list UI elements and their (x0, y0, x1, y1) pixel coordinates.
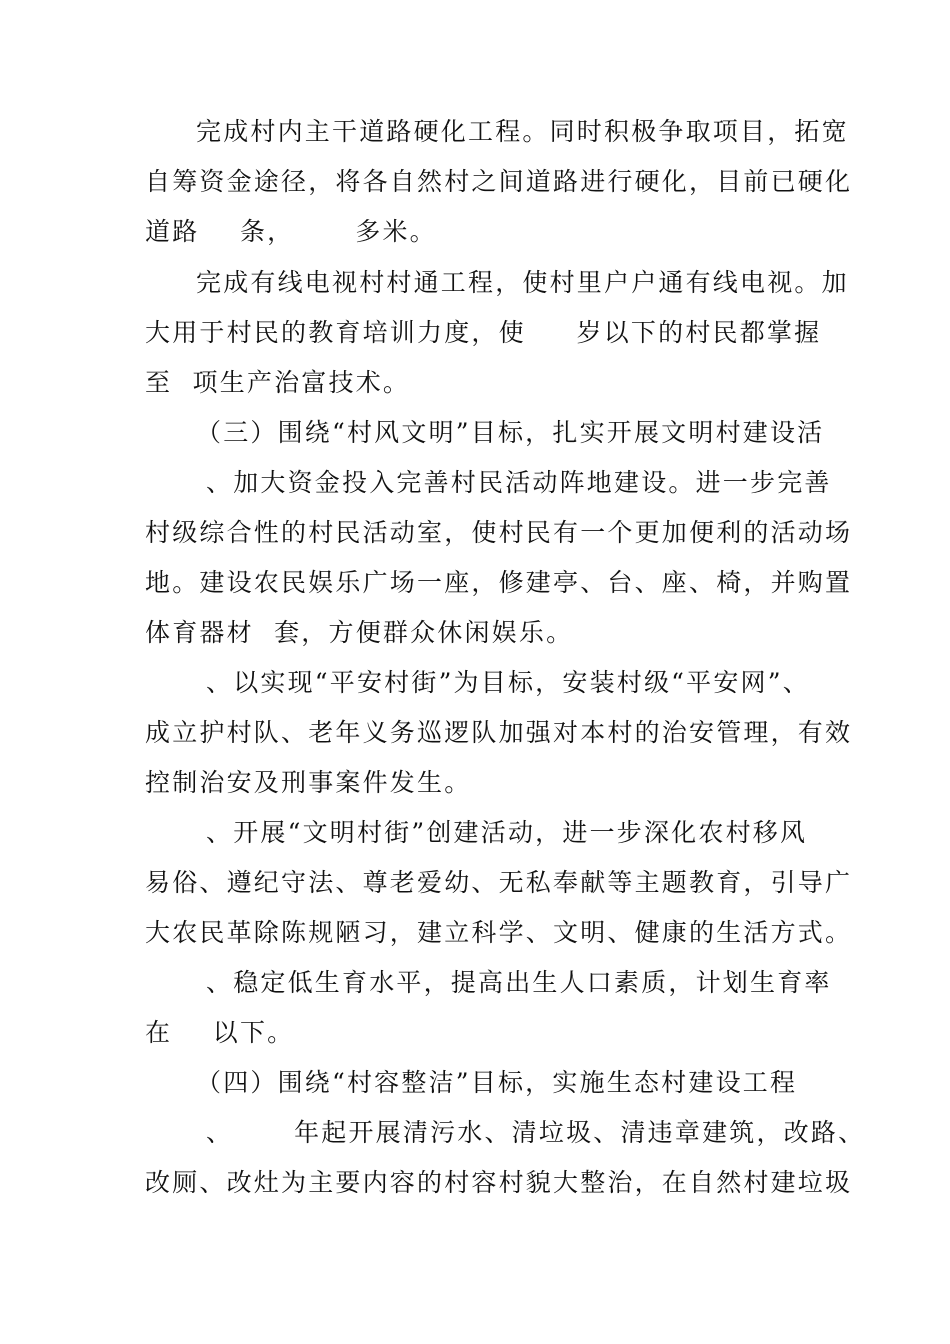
text-line: 、加大资金投入完善村民活动阵地建设。进一步完善 (206, 468, 832, 497)
text-line: 易俗、遵纪守法、尊老爱幼、无私奉献等主题教育，引导广 (145, 868, 853, 897)
text-line: 地。建设农民娱乐广场一座，修建亭、台、座、椅，并购置 (145, 568, 853, 597)
text-line: （三）围绕“村风文明”目标，扎实开展文明村建设活 (196, 418, 825, 447)
text-line: 控制治安及刑事案件发生。 (145, 768, 472, 797)
text-line: 大用于村民的教育培训力度，使 岁以下的村民都掌握 (145, 318, 822, 347)
text-line: 自筹资金途径，将各自然村之间道路进行硬化，目前已硬化 (145, 167, 853, 196)
text-line: （四）围绕“村容整洁”目标，实施生态村建设工程 (196, 1068, 798, 1097)
text-line: 体育器材 套，方便群众休闲娱乐。 (145, 618, 574, 647)
text-line: 、以实现“平安村街”为目标，安装村级“平安网”、 (206, 668, 810, 697)
text-line: 大农民革除陈规陋习，建立科学、文明、健康的生活方式。 (145, 918, 853, 947)
text-line: 完成村内主干道路硬化工程。同时积极争取项目，拓宽 (196, 117, 849, 146)
text-line: 村级综合性的村民活动室，使村民有一个更加便利的活动场 (145, 518, 853, 547)
text-line: 、开展“文明村街”创建活动，进一步深化农村移风 (206, 818, 808, 847)
text-line: 、 年起开展清污水、清垃圾、清违章建筑，改路、 (206, 1118, 866, 1147)
text-line: 在 以下。 (145, 1018, 295, 1047)
text-line: 道路 条， 多米。 (145, 217, 437, 246)
text-line: 成立护村队、老年义务巡逻队加强对本村的治安管理，有效 (145, 718, 853, 747)
text-line: 改厕、改灶为主要内容的村容村貌大整治，在自然村建垃圾 (145, 1168, 853, 1197)
text-line: 、稳定低生育水平，提高出生人口素质，计划生育率 (206, 968, 832, 997)
text-line: 至 项生产治富技术。 (145, 368, 411, 397)
text-line: 完成有线电视村村通工程，使村里户户通有线电视。加 (196, 268, 849, 297)
